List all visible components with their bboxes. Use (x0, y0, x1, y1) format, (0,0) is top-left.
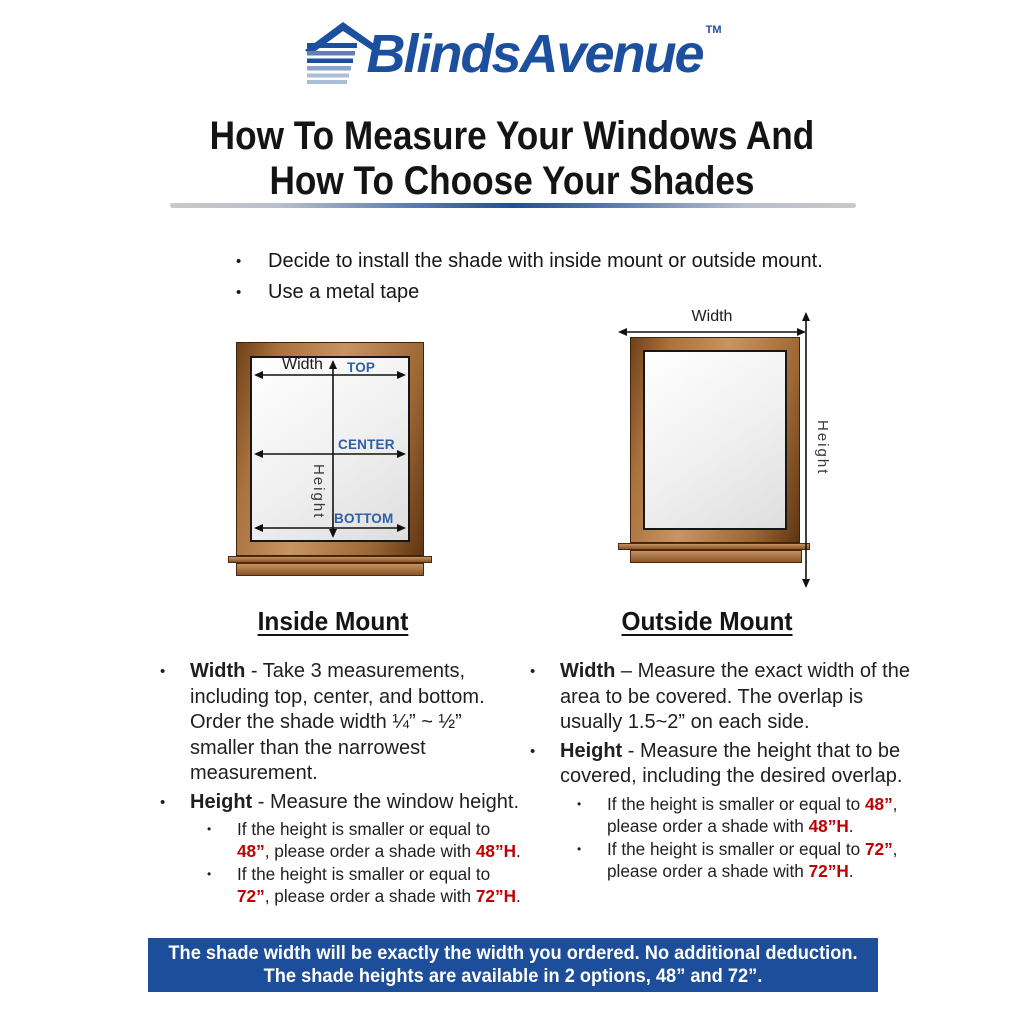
bottom-measure-label: BOTTOM (334, 511, 394, 526)
item-text (190, 791, 519, 813)
list-item (228, 246, 918, 277)
text-run: If the height is smaller or equal to (237, 819, 491, 839)
list-item (520, 739, 912, 790)
brand-name: BlindsAvenue (366, 24, 703, 84)
inside-mount-heading: Inside Mount (257, 606, 409, 636)
sub-list-item (150, 863, 526, 907)
highlight-48: 48” (237, 841, 265, 861)
bullet-icon: • (577, 796, 582, 811)
text-run: . (848, 815, 854, 836)
sub-item-text (607, 839, 897, 881)
intro-bullet-list (228, 246, 918, 308)
text-run: - Measure the height that to be covered, including the desired overlap. (560, 739, 903, 787)
highlight-72: 72” (237, 886, 265, 906)
bullet-icon: • (207, 867, 212, 881)
trademark-symbol: TM (705, 24, 722, 36)
inside-mount-diagram (228, 342, 432, 578)
blinds-house-icon (303, 18, 379, 86)
highlight-48h: 48”H (808, 815, 849, 836)
page-title-line2: How To Choose Your Shades (269, 159, 755, 203)
width-arrow-label: Width (282, 356, 323, 373)
item-term: Width (560, 660, 616, 682)
page-title-line1: How To Measure Your Windows And (209, 114, 815, 158)
text-run: . (848, 860, 854, 881)
sub-list-item (520, 793, 912, 837)
bullet-icon: • (207, 822, 212, 836)
highlight-72h: 72”H (808, 860, 849, 881)
text-run: If the height is smaller or equal to (607, 838, 865, 859)
highlight-48h: 48”H (475, 841, 516, 861)
brand-logo (0, 20, 1024, 88)
text-run: . (516, 886, 521, 906)
item-term: Height (190, 790, 253, 813)
inside-mount-instructions (150, 659, 526, 908)
footer-banner (148, 938, 878, 992)
text-run: If the height is smaller or equal to (607, 793, 865, 814)
item-text (190, 660, 485, 784)
width-arrow-label: Width (691, 308, 733, 325)
text-run: If the height is smaller or equal to (237, 864, 491, 884)
outside-mount-diagram (612, 306, 842, 594)
height-arrow-label: Height (814, 420, 831, 476)
center-measure-label: CENTER (338, 437, 395, 452)
bullet-icon: • (236, 284, 242, 301)
intro-text: Use a metal tape (268, 281, 420, 303)
bullet-icon: • (160, 793, 166, 811)
text-run: – Measure the exact width of the area to be covered. The overlap is usually 1.5~2” on each side. (560, 660, 910, 733)
bullet-icon: • (530, 663, 536, 680)
outside-mount-heading: Outside Mount (621, 606, 793, 636)
sub-item-text (237, 864, 521, 906)
title-divider (170, 203, 856, 208)
footer-text (163, 943, 864, 988)
sub-list-item (520, 838, 912, 882)
text-run: , please order a shade with (264, 841, 476, 861)
list-item (150, 790, 526, 816)
item-term: Width (190, 660, 246, 682)
sub-item-text (237, 819, 521, 861)
sub-item-text (607, 794, 897, 836)
measurement-arrows (612, 306, 842, 594)
text-run: , please order a shade with (607, 793, 898, 836)
highlight-48: 48” (864, 793, 893, 814)
bullet-icon: • (577, 841, 582, 856)
list-item (150, 659, 526, 787)
height-arrow-label: Height (310, 464, 327, 520)
footer-line2: The shade heights are available in 2 options, 48” and 72”. (263, 965, 763, 987)
top-measure-label: TOP (347, 360, 376, 375)
text-run: , please order a shade with (264, 886, 476, 906)
window-apron (236, 563, 424, 576)
bullet-icon: • (530, 742, 536, 760)
text-run: - Take 3 measurements, including top, center, and bottom. Order the shade width ¼” ~ ½” smaller than the narrowest measurement. (190, 660, 485, 784)
list-item (520, 659, 912, 736)
highlight-72: 72” (864, 838, 893, 859)
sub-list-item (150, 818, 526, 862)
window-sill (228, 556, 432, 563)
text-run: , please order a shade with (607, 838, 898, 881)
bullet-icon: • (160, 663, 166, 680)
outside-mount-instructions (520, 659, 912, 883)
highlight-72h: 72”H (475, 886, 516, 906)
bullet-icon: • (236, 253, 242, 270)
page-title (61, 114, 962, 204)
footer-line1: The shade width will be exactly the width you ordered. No additional deduction. (168, 943, 858, 964)
list-item (228, 277, 918, 308)
text-run: . (516, 841, 521, 861)
item-term: Height (560, 739, 623, 762)
intro-text: Decide to install the shade with inside mount or outside mount. (268, 250, 823, 272)
text-run: - Measure the window height. (252, 790, 520, 813)
item-text (560, 740, 902, 788)
item-text (560, 660, 910, 733)
